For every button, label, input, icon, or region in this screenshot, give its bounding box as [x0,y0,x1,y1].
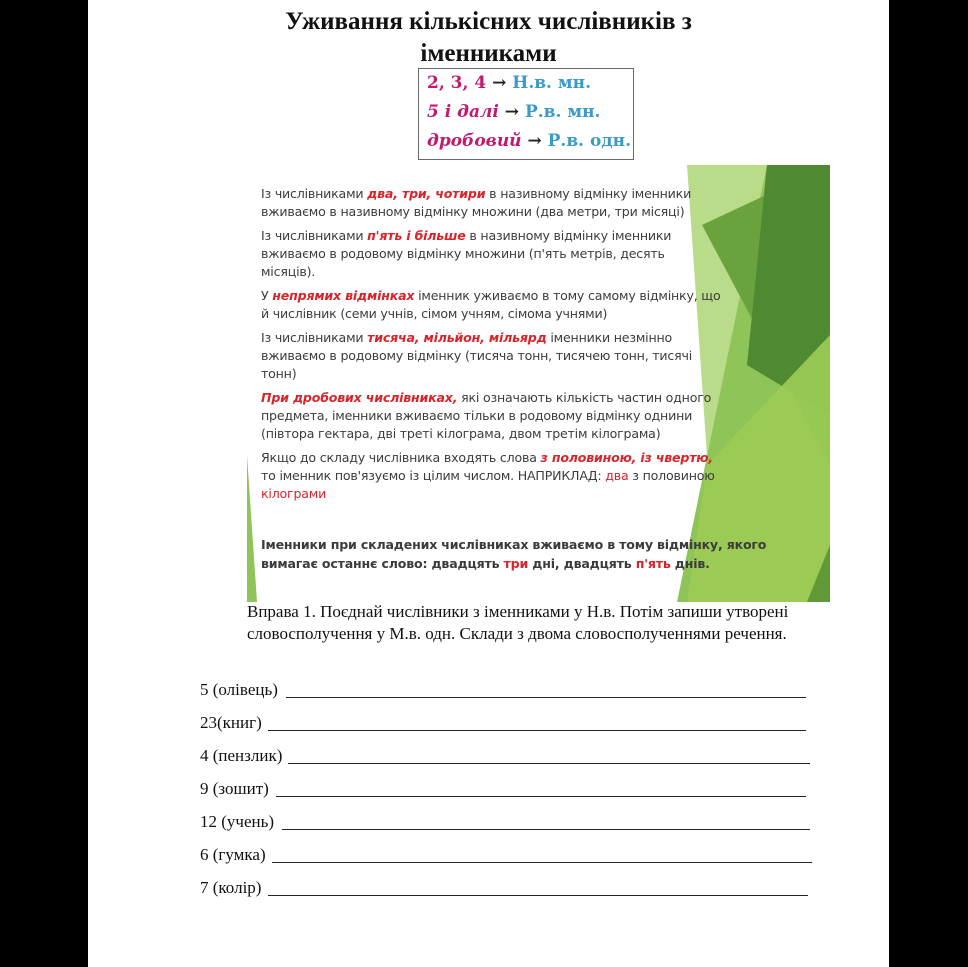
rules-text [261,185,721,509]
rule-row [427,98,633,127]
exercise-item: 12 (учень) [200,812,275,831]
rule-paragraph: При дробових числівниках, які означають кількість частин одного предмета, іменники вживаємо тільки в родовому відмінку однини (півтора гектара, дві треті кілограма, двом третім кілограма) [261,390,712,441]
rule-left: дробовий [427,131,522,151]
rule-left: 5 і далі [427,102,499,122]
document-page [88,0,889,967]
arrow-icon: → [527,131,542,151]
rule-paragraph: Із числівниками тисяча, мільйон, мільярд іменники незмінно вживаємо в родовому відмінку (тисяча тонн, тисячею тонн, тисячі тонн) [261,330,693,381]
answer-line[interactable] [286,697,806,698]
rule-paragraph: Із числівниками два, три, чотири в називному відмінку іменники вживаємо в називному відмінку множини (два метри, три місяці) [261,186,692,219]
exercise-item: 5 (олівець) [200,680,278,699]
page-title-line2: іменниками [420,40,557,67]
rules-box [418,68,634,160]
exercise-item: 7 (колір) [200,878,262,897]
exercise-instructions: Вправа 1. Поєднай числівники з іменниками у Н.в. Потім запиши утворені словосполучення у М.в. одн. Склади з двома словосполученнями речення. [247,602,789,643]
rule-row [427,69,633,98]
exercise-item: 6 (гумка) [200,845,266,864]
exercise-item: 4 (пензлик) [200,746,283,765]
rule-right: Р.в. мн. [524,102,601,122]
exercise-item: 9 (зошит) [200,779,269,798]
answer-line[interactable] [268,730,806,731]
answer-line[interactable] [288,763,810,764]
rule-row [427,127,633,156]
rule-paragraph: Із числівниками п'ять і більше в називному відмінку іменники вживаємо в родовому відмінку множини (п'ять метрів, десять місяців). [261,228,672,279]
answer-line[interactable] [282,829,810,830]
rule-left: 2, 3, 4 [427,73,487,93]
answer-line[interactable] [268,895,808,896]
rule-right: Р.в. одн. [547,131,632,151]
rule-paragraph: Якщо до складу числівника входять слова з половиною, із чвертю, то іменник пов'язуємо із цілим числом. НАПРИКЛАД: два з половиною кілограми [261,450,715,501]
rule-right: Н.в. мн. [512,73,592,93]
exercise-item: 23(книг) [200,713,262,732]
rule-paragraph: У непрямих відмінках іменник уживаємо в тому самому відмінку, що й числівник (семи учнів, сімом учням, сімома учнями) [261,288,721,321]
answer-line[interactable] [276,796,806,797]
page-title-line1: Уживання кількісних числівників з [285,8,692,35]
arrow-icon: → [492,73,507,93]
answer-line[interactable] [272,862,812,863]
rule-paragraph-compound: Іменники при складених числівниках вживаємо в тому відмінку, якого вимагає останнє слово: двадцять три дні, двадцять п'ять днів. [261,537,767,571]
arrow-icon: → [504,102,520,122]
rules-slide-image [247,165,830,602]
